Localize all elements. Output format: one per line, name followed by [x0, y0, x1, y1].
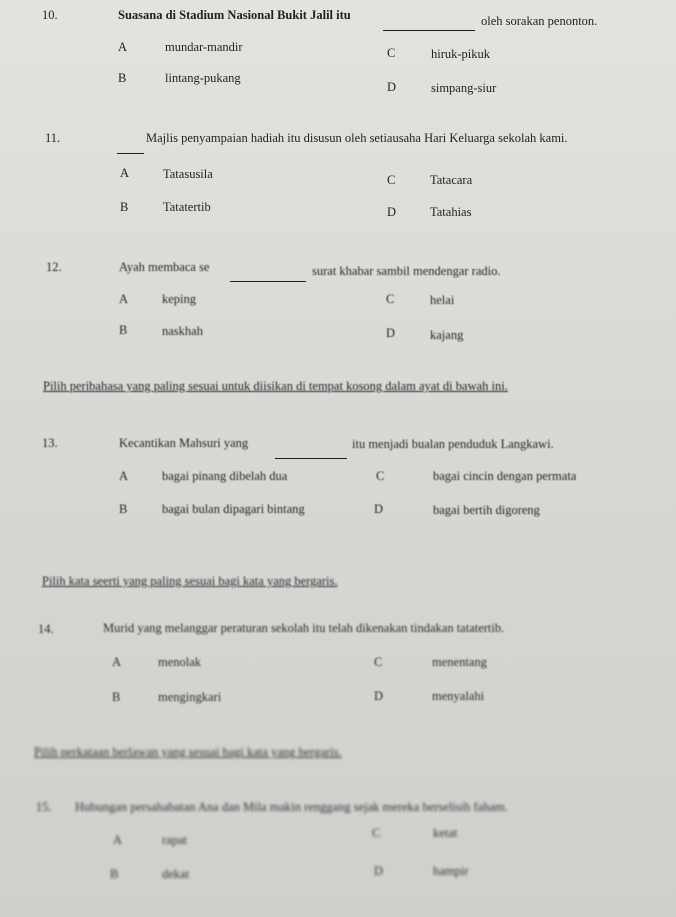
question-text-before: Kecantikan Mahsuri yang	[119, 436, 249, 450]
question-number: 11.	[45, 131, 61, 145]
option-letter-d: D	[387, 205, 397, 219]
option-c[interactable]: hiruk-pikuk	[431, 47, 491, 61]
question-text: Hubungan persahabatan Ana dan Mila makin renggang sejak mereka berselisih faham.	[75, 800, 508, 814]
question-text: Murid yang melanggar peraturan sekolah itu telah dikenakan tindakan tatatertib.	[103, 621, 505, 635]
option-letter-a: A	[113, 833, 123, 847]
option-letter-d: D	[387, 80, 397, 94]
option-a[interactable]: Tatasusila	[163, 167, 213, 181]
option-letter-a: A	[119, 292, 129, 306]
answer-blank	[275, 447, 347, 459]
option-b[interactable]: mengingkari	[158, 690, 222, 704]
option-a[interactable]: mundar-mandir	[165, 40, 243, 54]
answer-blank	[383, 19, 475, 31]
question-text-after: Majlis penyampaian hadiah itu disusun oleh setiausaha Hari Keluarga sekolah kami.	[146, 131, 568, 145]
option-d[interactable]: kajang	[430, 328, 464, 342]
option-letter-c: C	[387, 46, 396, 60]
option-c[interactable]: bagai cincin dengan permata	[433, 469, 577, 483]
option-c[interactable]: menentang	[432, 655, 487, 669]
option-letter-b: B	[120, 200, 129, 214]
question-text-after: surat khabar sambil mendengar radio.	[312, 264, 501, 278]
option-letter-b: B	[110, 867, 119, 881]
option-letter-c: C	[374, 655, 383, 669]
instruction-peribahasa: Pilih peribahasa yang paling sesuai untuk diisikan di tempat kosong dalam ayat di bawah ini.	[43, 379, 508, 393]
answer-blank	[117, 142, 144, 154]
question-number: 12.	[46, 260, 62, 274]
option-letter-a: A	[118, 40, 128, 54]
option-letter-c: C	[386, 292, 395, 306]
option-letter-a: A	[112, 655, 122, 669]
option-letter-d: D	[374, 689, 384, 703]
answer-blank	[230, 270, 306, 282]
option-letter-b: B	[118, 71, 127, 85]
option-letter-d: D	[374, 864, 384, 878]
option-letter-b: B	[119, 502, 128, 516]
option-letter-b: B	[112, 690, 121, 704]
question-number: 14.	[38, 622, 54, 636]
option-letter-d: D	[386, 326, 396, 340]
option-letter-a: A	[120, 166, 130, 180]
question-text-after: itu menjadi bualan penduduk Langkawi.	[352, 437, 554, 451]
question-text-after: oleh sorakan penonton.	[481, 14, 598, 28]
option-b[interactable]: Tatatertib	[163, 200, 211, 214]
question-number: 13.	[42, 436, 58, 450]
option-a[interactable]: rapat	[162, 833, 187, 847]
question-number: 10.	[42, 8, 58, 22]
option-letter-c: C	[387, 173, 396, 187]
option-letter-b: B	[119, 323, 128, 337]
option-c[interactable]: ketat	[433, 826, 458, 840]
option-letter-c: C	[376, 469, 385, 483]
question-text-before: Suasana di Stadium Nasional Bukit Jalil itu	[118, 8, 351, 22]
option-letter-c: C	[372, 826, 381, 840]
option-a[interactable]: keping	[162, 292, 197, 306]
option-letter-a: A	[119, 469, 129, 483]
option-b[interactable]: dekat	[162, 867, 190, 881]
option-d[interactable]: Tatahias	[430, 205, 472, 219]
option-b[interactable]: naskhah	[162, 324, 203, 338]
option-a[interactable]: menolak	[158, 655, 202, 669]
option-d[interactable]: hampir	[433, 864, 469, 878]
option-b[interactable]: bagai bulan dipagari bintang	[162, 502, 305, 516]
instruction-berlawan: Pilih perkataan berlawan yang sesuai bagi kata yang bergaris.	[34, 745, 342, 759]
instruction-seerti: Pilih kata seerti yang paling sesuai bagi kata yang bergaris.	[42, 574, 338, 588]
question-number: 15.	[36, 800, 52, 814]
option-a[interactable]: bagai pinang dibelah dua	[162, 469, 288, 483]
option-d[interactable]: menyalahi	[432, 689, 485, 703]
option-b[interactable]: lintang-pukang	[165, 71, 241, 85]
question-text-before: Ayah membaca se	[119, 260, 210, 274]
option-d[interactable]: bagai bertih digoreng	[433, 503, 540, 517]
option-c[interactable]: helai	[430, 293, 455, 307]
option-letter-d: D	[374, 502, 384, 516]
option-c[interactable]: Tatacara	[430, 173, 473, 187]
option-d[interactable]: simpang-siur	[431, 81, 497, 95]
